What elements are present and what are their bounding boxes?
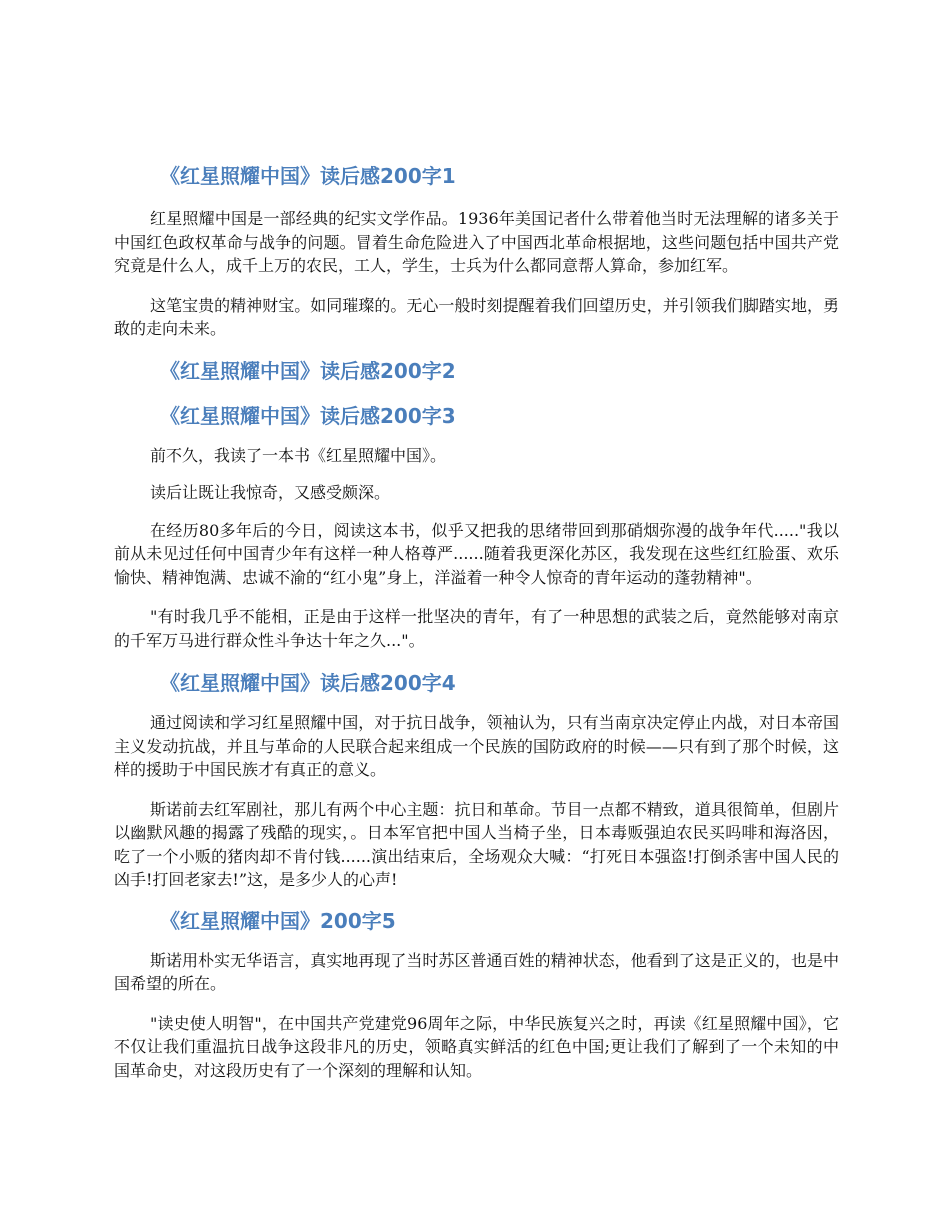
- section-3-paragraph-3: 在经历80多年后的今日，阅读这本书，似乎又把我的思绪带回到那硝烟弥漫的战争年代....."我以前从未见过任何中国青少年有这样一种人格尊严......随着我更深化苏区，我发现在这些红红脸蛋、欢乐愉快、精神饱满、忠诚不渝的“红小鬼”身上，洋溢着一种令人惊奇的青年运动的蓬勃精神"。: [114, 520, 839, 587]
- section-5-paragraph-1: 斯诺用朴实无华语言，真实地再现了当时苏区普通百姓的精神状态，他看到了这是正义的，也是中国希望的所在。: [114, 950, 839, 993]
- section-1-paragraph-1: 红星照耀中国是一部经典的纪实文学作品。1936年美国记者什么带着他当时无法理解的诸多关于中国红色政权革命与战争的问题。冒着生命危险进入了中国西北革命根据地，这些问题包括中国共产党究竟是什么人，成千上万的农民，工人，学生，士兵为什么都同意帮人算命，参加红军。: [114, 209, 839, 275]
- section-1-heading: 《红星照耀中国》读后感200字1: [160, 164, 456, 188]
- section-3-paragraph-1: 前不久，我读了一本书《红星照耀中国》。: [150, 445, 447, 465]
- section-3-paragraph-4: "有时我几乎不能相，正是由于这样一批坚决的青年，有了一种思想的武装之后，竟然能够对南京的千军万马进行群众性斗争达十年之久..."。: [114, 607, 839, 650]
- section-1-paragraph-2: 这笔宝贵的精神财宝。如同璀璨的。无心一般时刻提醒着我们回望历史，并引领我们脚踏实地，勇敢的走向未来。: [114, 295, 839, 338]
- section-3-heading: 《红星照耀中国》读后感200字3: [160, 403, 456, 428]
- section-2-heading: 《红星照耀中国》读后感200字2: [160, 358, 456, 383]
- section-5-heading: 《红星照耀中国》200字5: [160, 908, 396, 933]
- section-4-paragraph-2: 斯诺前去红军剧社，那儿有两个中心主题：抗日和革命。节目一点都不精致，道具很简单，但剧片以幽默风趣的揭露了残酷的现实，。日本军官把中国人当椅子坐，日本毒贩强迫农民买吗啡和海洛因，吃了一个小贩的猪肉却不肯付钱......演出结束后，全场观众大喊：“打死日本强盗!打倒杀害中国人民的凶手!打回老家去!”这，是多少人的心声!: [114, 799, 839, 889]
- document-body: [114, 162, 839, 1082]
- section-4-paragraph-1: 通过阅读和学习红星照耀中国，对于抗日战争，领袖认为，只有当南京决定停止内战，对日本帝国主义发动抗战，并且与革命的人民联合起来组成一个民族的国防政府的时候——只有到了那个时候，这样的援助于中国民族才有真正的意义。: [114, 713, 839, 779]
- section-3-paragraph-2: 读后让既让我惊奇，又感受颇深。: [150, 483, 391, 502]
- section-5-paragraph-2: "读史使人明智"，在中国共产党建党96周年之际，中华民族复兴之时，再读《红星照耀中国》，它不仅让我们重温抗日战争这段非凡的历史，领略真实鲜活的红色中国;更让我们了解到了一个未知的中国革命史，对这段历史有了一个深刻的理解和认知。: [114, 1013, 839, 1080]
- section-4-heading: 《红星照耀中国》读后感200字4: [160, 671, 456, 695]
